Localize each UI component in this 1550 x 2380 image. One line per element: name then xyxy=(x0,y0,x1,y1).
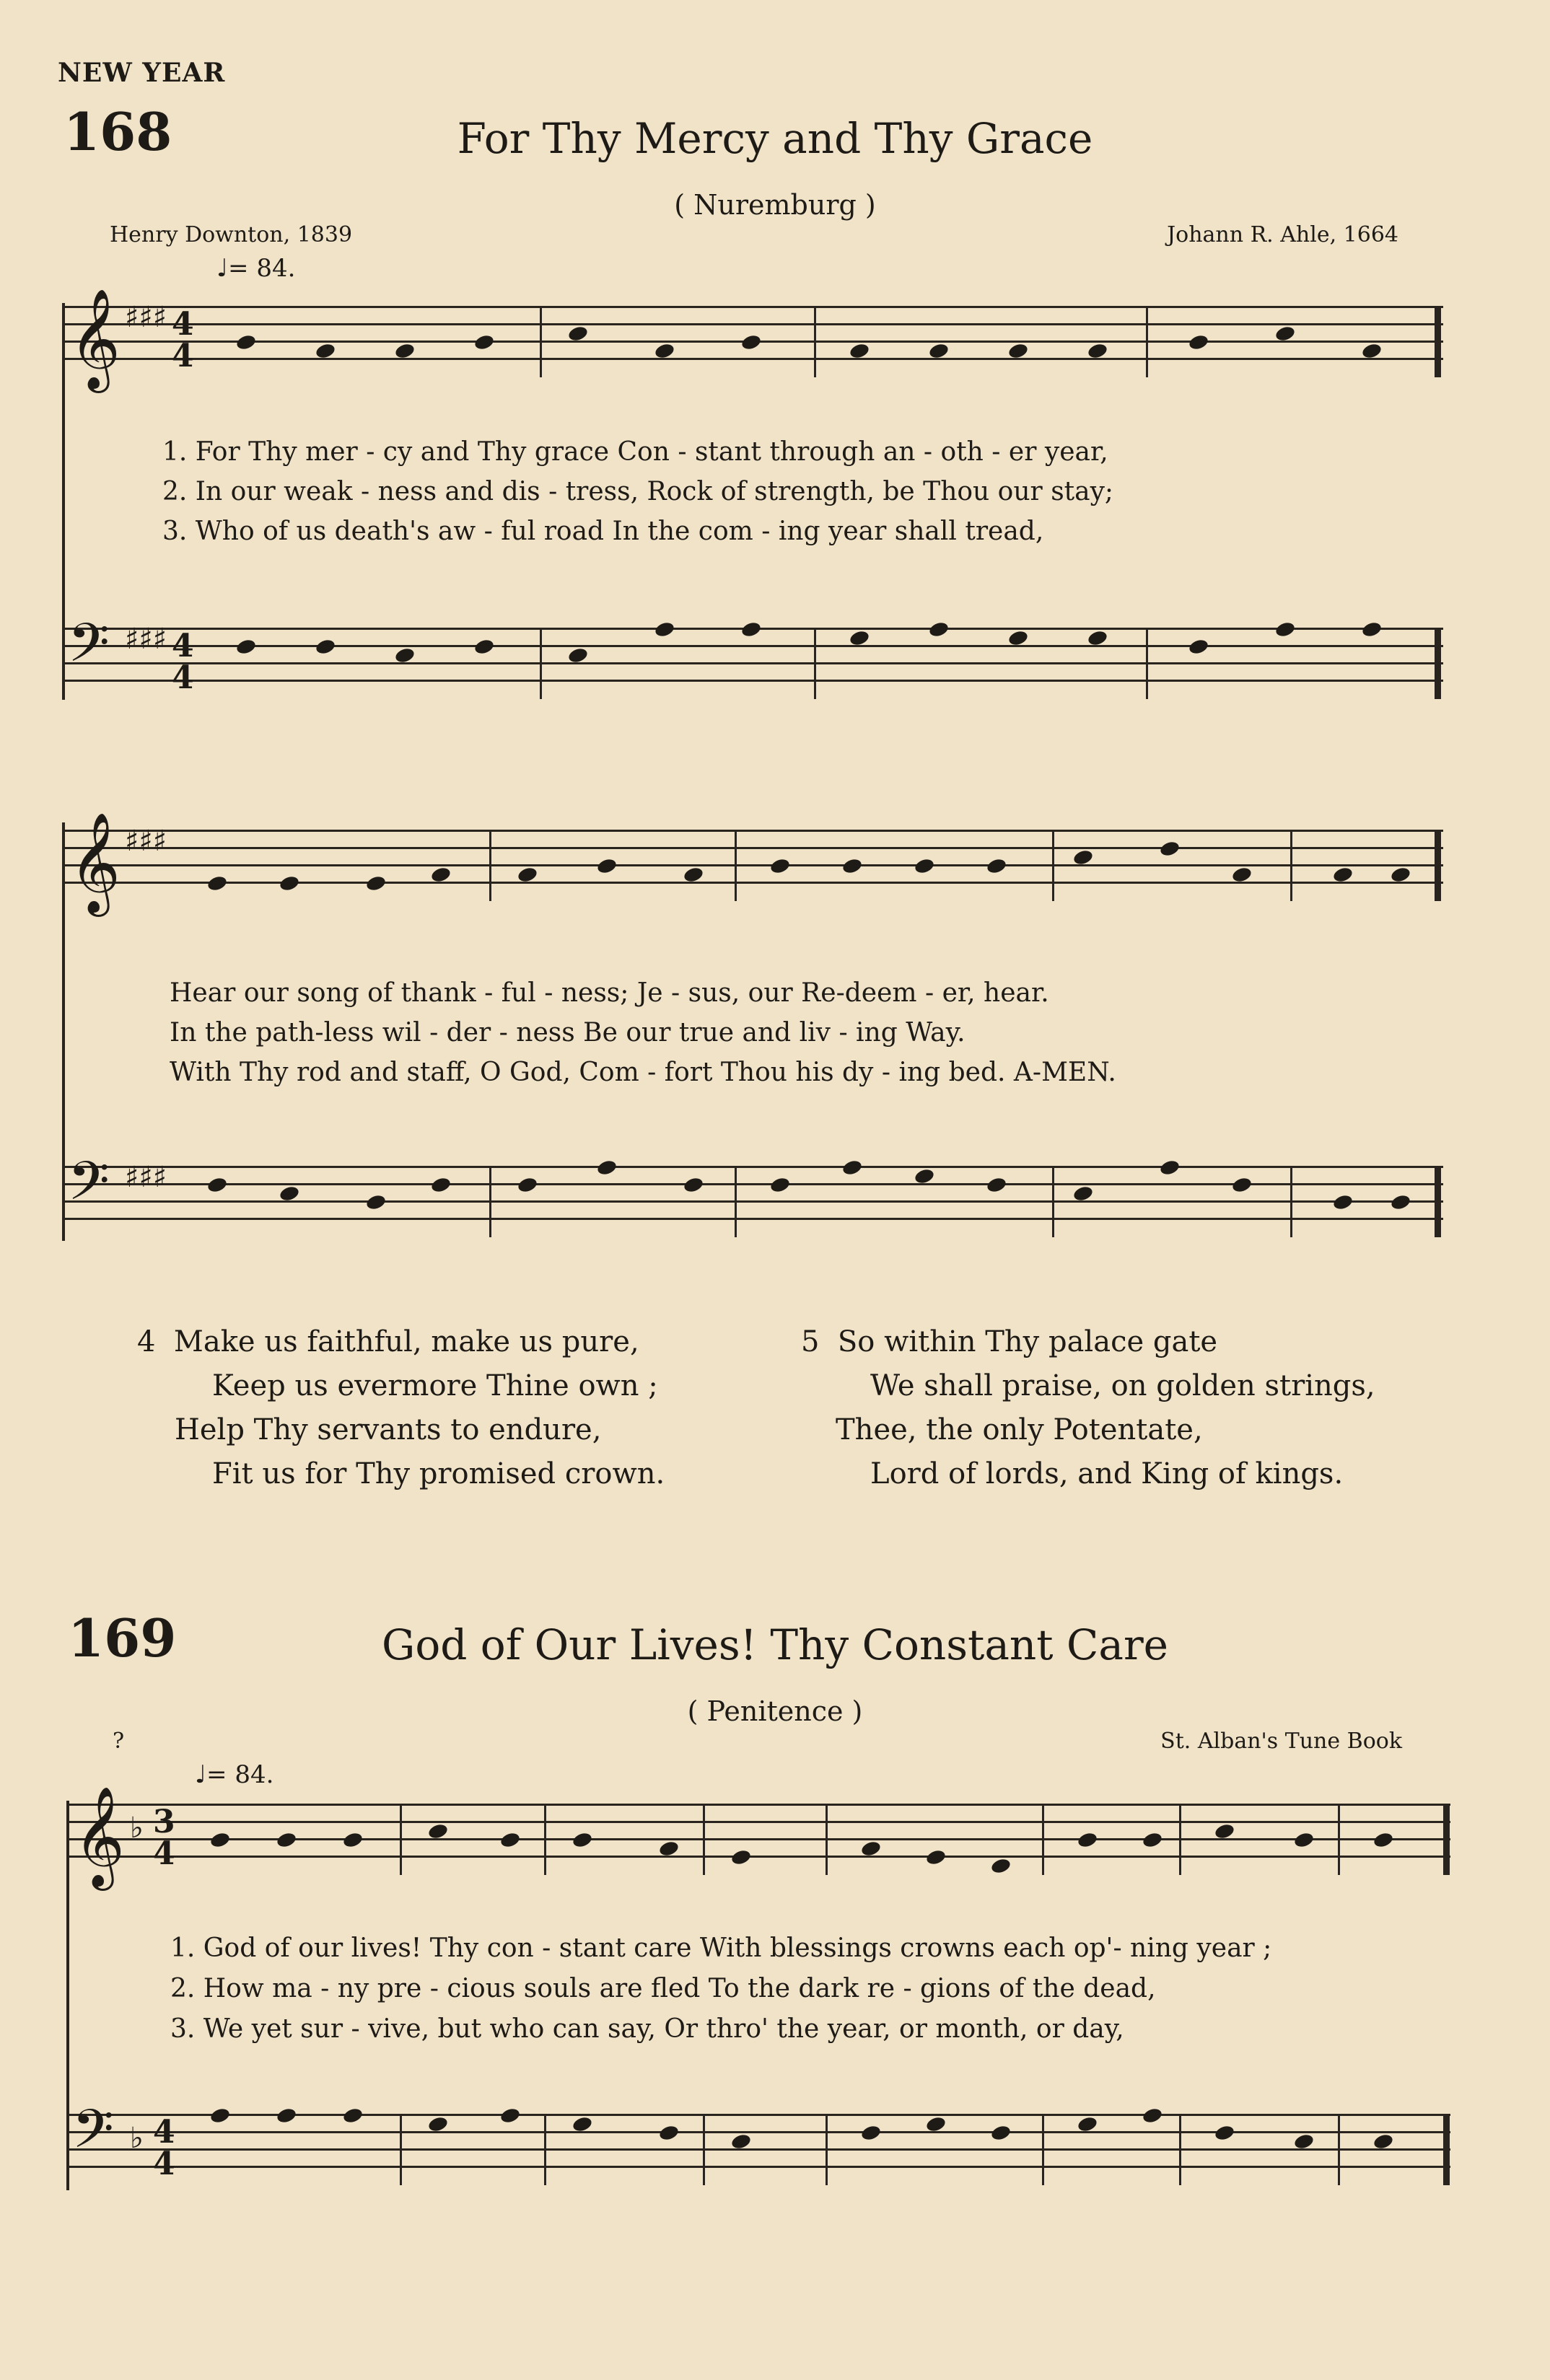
bar-line xyxy=(826,1804,828,1875)
hymn-169-composer: St. Alban's Tune Book xyxy=(1160,1729,1402,1754)
note-head-icon xyxy=(769,1176,791,1194)
hymn-169-number: 169 xyxy=(68,1607,177,1669)
note-head-icon xyxy=(928,620,950,638)
note-head-icon xyxy=(1214,2124,1235,2142)
hymn-168-tempo: ♩= 84. xyxy=(216,254,296,283)
hymn-168-s2-verse-3: With Thy rod and staff, O God, Com - fort Thou his dy - ing bed. A-MEN. xyxy=(170,1058,1116,1087)
key-signature-sharps-icon: ♯♯♯ xyxy=(125,622,167,656)
stanza-line: Thee, the only Potentate, xyxy=(836,1413,1203,1446)
stanza-line: Keep us evermore Thine own ; xyxy=(212,1369,658,1402)
note-head-icon xyxy=(1159,840,1181,858)
bar-line xyxy=(544,1804,546,1875)
bar-line xyxy=(1435,830,1441,901)
note-head-icon xyxy=(394,342,416,360)
note-head-icon xyxy=(517,866,538,884)
note-head-icon xyxy=(279,1185,300,1203)
hymn-168-tune: ( Nuremburg ) xyxy=(674,189,876,221)
system-3-treble-staff xyxy=(68,1786,1450,1887)
hymn-169-verse-2: 2. How ma - ny pre - cious souls are fled To the dark re - gions of the dead, xyxy=(170,1974,1156,2003)
note-head-icon xyxy=(1142,1831,1163,1849)
note-head-icon xyxy=(1390,866,1411,884)
note-head-icon xyxy=(1361,620,1383,638)
note-head-icon xyxy=(209,2107,231,2125)
note-head-icon xyxy=(990,2124,1012,2142)
note-head-icon xyxy=(925,1848,947,1866)
note-head-icon xyxy=(365,1193,387,1211)
hymn-168-s2-verse-1: Hear our song of thank - ful - ness; Je - sus, our Re-deem - er, hear. xyxy=(170,978,1049,1008)
bar-line xyxy=(1179,1804,1181,1875)
stanza-line: So within Thy palace gate xyxy=(837,1325,1218,1358)
note-head-icon xyxy=(1214,1822,1235,1840)
note-head-icon xyxy=(1077,2115,1098,2133)
hymn-168-title: For Thy Mercy and Thy Grace xyxy=(457,114,1093,163)
note-head-icon xyxy=(473,638,495,656)
note-head-icon xyxy=(315,638,336,656)
note-head-icon xyxy=(740,620,762,638)
note-head-icon xyxy=(276,2107,297,2125)
bar-line xyxy=(1435,306,1441,377)
note-head-icon xyxy=(658,2124,680,2142)
stanza-line: Help Thy servants to endure, xyxy=(175,1413,602,1446)
note-head-icon xyxy=(1390,1193,1411,1211)
hymn-168-s1-verse-3: 3. Who of us death's aw - ful road In the com - ing year shall tread, xyxy=(162,517,1044,546)
bar-line xyxy=(544,2114,546,2185)
bar-line xyxy=(1042,2114,1044,2185)
note-head-icon xyxy=(206,874,228,892)
system-1-bass-staff xyxy=(64,612,1443,697)
note-head-icon xyxy=(990,1857,1012,1875)
note-head-icon xyxy=(860,1840,882,1858)
note-head-icon xyxy=(841,857,863,875)
note-head-icon xyxy=(928,342,950,360)
bar-line xyxy=(1435,1166,1441,1237)
bar-line xyxy=(814,306,816,377)
note-head-icon xyxy=(1361,342,1383,360)
note-head-icon xyxy=(596,1159,618,1177)
note-head-icon xyxy=(342,2107,364,2125)
bar-line xyxy=(540,628,542,699)
bar-line xyxy=(489,1166,491,1237)
stanza-line: We shall praise, on golden strings, xyxy=(870,1369,1375,1402)
bar-line xyxy=(400,2114,402,2185)
note-head-icon xyxy=(365,874,387,892)
note-head-icon xyxy=(209,1831,231,1849)
hymn-168-s1-verse-1: 1. For Thy mer - cy and Thy grace Con - stant through an - oth - er year, xyxy=(162,437,1108,467)
hymn-169-author: ? xyxy=(113,1729,125,1754)
note-head-icon xyxy=(567,646,589,664)
bar-line xyxy=(489,830,491,901)
note-head-icon xyxy=(342,1831,364,1849)
hymn-169-verse-1: 1. God of our lives! Thy con - stant care With blessings crowns each op'- ning year ; xyxy=(170,1933,1272,1963)
note-head-icon xyxy=(315,342,336,360)
note-head-icon xyxy=(567,325,589,343)
note-head-icon xyxy=(1087,342,1108,360)
key-signature-flat-icon: ♭ xyxy=(130,1811,144,1845)
bar-line xyxy=(735,1166,737,1237)
note-head-icon xyxy=(276,1831,297,1849)
bar-line xyxy=(1443,2114,1450,2185)
bar-line xyxy=(703,2114,705,2185)
hymn-168-composer: Johann R. Ahle, 1664 xyxy=(1167,222,1398,247)
note-head-icon xyxy=(394,646,416,664)
note-head-icon xyxy=(1007,342,1029,360)
note-head-icon xyxy=(235,333,257,351)
treble-clef-icon: 𝄞 xyxy=(69,289,121,389)
note-head-icon xyxy=(654,342,675,360)
note-head-icon xyxy=(986,1176,1007,1194)
note-head-icon xyxy=(740,333,762,351)
key-signature-sharps-icon: ♯♯♯ xyxy=(125,300,167,334)
note-head-icon xyxy=(572,1831,593,1849)
note-head-icon xyxy=(1188,638,1209,656)
note-head-icon xyxy=(1072,848,1094,866)
note-head-icon xyxy=(1007,629,1029,647)
note-head-icon xyxy=(499,1831,521,1849)
bar-line xyxy=(1290,1166,1292,1237)
note-head-icon xyxy=(658,1840,680,1858)
treble-clef-icon: 𝄞 xyxy=(74,1786,125,1887)
note-head-icon xyxy=(1293,2133,1315,2151)
system-2-bass-staff xyxy=(64,1150,1443,1235)
note-head-icon xyxy=(654,620,675,638)
bar-line xyxy=(814,628,816,699)
note-head-icon xyxy=(860,2124,882,2142)
system-2-treble-staff xyxy=(64,812,1443,913)
hymn-169-tune: ( Penitence ) xyxy=(687,1695,863,1727)
bar-line xyxy=(1435,628,1441,699)
bar-line xyxy=(1290,830,1292,901)
stanza-number: 5 xyxy=(801,1325,820,1358)
note-head-icon xyxy=(1142,2107,1163,2125)
bass-clef-icon: 𝄢 xyxy=(68,612,110,688)
bar-line xyxy=(1052,830,1054,901)
bar-line xyxy=(1052,1166,1054,1237)
hymn-168-stanza-5 xyxy=(801,1320,1375,1496)
bass-clef-icon: 𝄢 xyxy=(72,2098,114,2174)
hymn-169-title: God of Our Lives! Thy Constant Care xyxy=(381,1620,1169,1669)
bar-line xyxy=(540,306,542,377)
note-head-icon xyxy=(986,857,1007,875)
note-head-icon xyxy=(1231,1176,1253,1194)
hymn-168-s1-verse-2: 2. In our weak - ness and dis - tress, Rock of strength, be Thou our stay; xyxy=(162,477,1114,506)
note-head-icon xyxy=(279,874,300,892)
bass-clef-icon: 𝄢 xyxy=(68,1150,110,1226)
key-signature-flat-icon: ♭ xyxy=(130,2121,144,2155)
note-head-icon xyxy=(914,857,935,875)
bar-line xyxy=(1146,628,1148,699)
hymn-168-author: Henry Downton, 1839 xyxy=(110,222,353,247)
bar-line xyxy=(735,830,737,901)
hymn-168-s2-verse-2: In the path-less wil - der - ness Be our true and liv - ing Way. xyxy=(170,1018,966,1048)
note-head-icon xyxy=(427,2115,449,2133)
note-head-icon xyxy=(473,333,495,351)
note-head-icon xyxy=(430,1176,452,1194)
bar-line xyxy=(703,1804,705,1875)
note-head-icon xyxy=(849,342,870,360)
stanza-line: Fit us for Thy promised crown. xyxy=(212,1457,665,1490)
section-label: NEW YEAR xyxy=(58,58,226,88)
note-head-icon xyxy=(1072,1185,1094,1203)
note-head-icon xyxy=(1372,2133,1394,2151)
bar-line xyxy=(400,1804,402,1875)
note-head-icon xyxy=(499,2107,521,2125)
note-head-icon xyxy=(1077,1831,1098,1849)
note-head-icon xyxy=(730,1848,752,1866)
note-head-icon xyxy=(769,857,791,875)
note-head-icon xyxy=(1159,1159,1181,1177)
note-head-icon xyxy=(683,1176,704,1194)
note-head-icon xyxy=(1274,620,1296,638)
note-head-icon xyxy=(1332,866,1354,884)
note-head-icon xyxy=(1188,333,1209,351)
time-signature: 4 4 xyxy=(172,306,194,374)
bar-line xyxy=(1338,1804,1340,1875)
note-head-icon xyxy=(683,866,704,884)
note-head-icon xyxy=(206,1176,228,1194)
note-head-icon xyxy=(1332,1193,1354,1211)
system-3-bass-staff xyxy=(68,2098,1450,2183)
note-head-icon xyxy=(1274,325,1296,343)
note-head-icon xyxy=(914,1167,935,1185)
note-head-icon xyxy=(430,866,452,884)
note-head-icon xyxy=(1231,866,1253,884)
note-head-icon xyxy=(572,2115,593,2133)
hymn-168-number: 168 xyxy=(64,101,172,162)
time-signature: 3 4 xyxy=(153,1804,175,1872)
time-signature: 4 4 xyxy=(153,2114,175,2182)
note-head-icon xyxy=(730,2133,752,2151)
stanza-line: Make us faithful, make us pure, xyxy=(173,1325,639,1358)
key-signature-sharps-icon: ♯♯♯ xyxy=(125,824,167,858)
note-head-icon xyxy=(517,1176,538,1194)
hymn-169-tempo: ♩= 84. xyxy=(195,1760,274,1789)
bar-line xyxy=(826,2114,828,2185)
hymn-169-verse-3: 3. We yet sur - vive, but who can say, Or thro' the year, or month, or day, xyxy=(170,2014,1124,2044)
bar-line xyxy=(1338,2114,1340,2185)
note-head-icon xyxy=(427,1822,449,1840)
stanza-number: 4 xyxy=(137,1325,156,1358)
note-head-icon xyxy=(849,629,870,647)
note-head-icon xyxy=(925,2115,947,2133)
treble-clef-icon: 𝄞 xyxy=(69,812,121,913)
bar-line xyxy=(1443,1804,1450,1875)
key-signature-sharps-icon: ♯♯♯ xyxy=(125,1160,167,1194)
stanza-line: Lord of lords, and King of kings. xyxy=(870,1457,1344,1490)
note-head-icon xyxy=(596,857,618,875)
bar-line xyxy=(1146,306,1148,377)
note-head-icon xyxy=(1087,629,1108,647)
hymn-168-stanza-4 xyxy=(137,1320,665,1496)
note-head-icon xyxy=(1293,1831,1315,1849)
note-head-icon xyxy=(841,1159,863,1177)
note-head-icon xyxy=(235,638,257,656)
bar-line xyxy=(1179,2114,1181,2185)
time-signature: 4 4 xyxy=(172,628,194,696)
note-head-icon xyxy=(1372,1831,1394,1849)
bar-line xyxy=(1042,1804,1044,1875)
system-1-treble-staff xyxy=(64,289,1443,389)
